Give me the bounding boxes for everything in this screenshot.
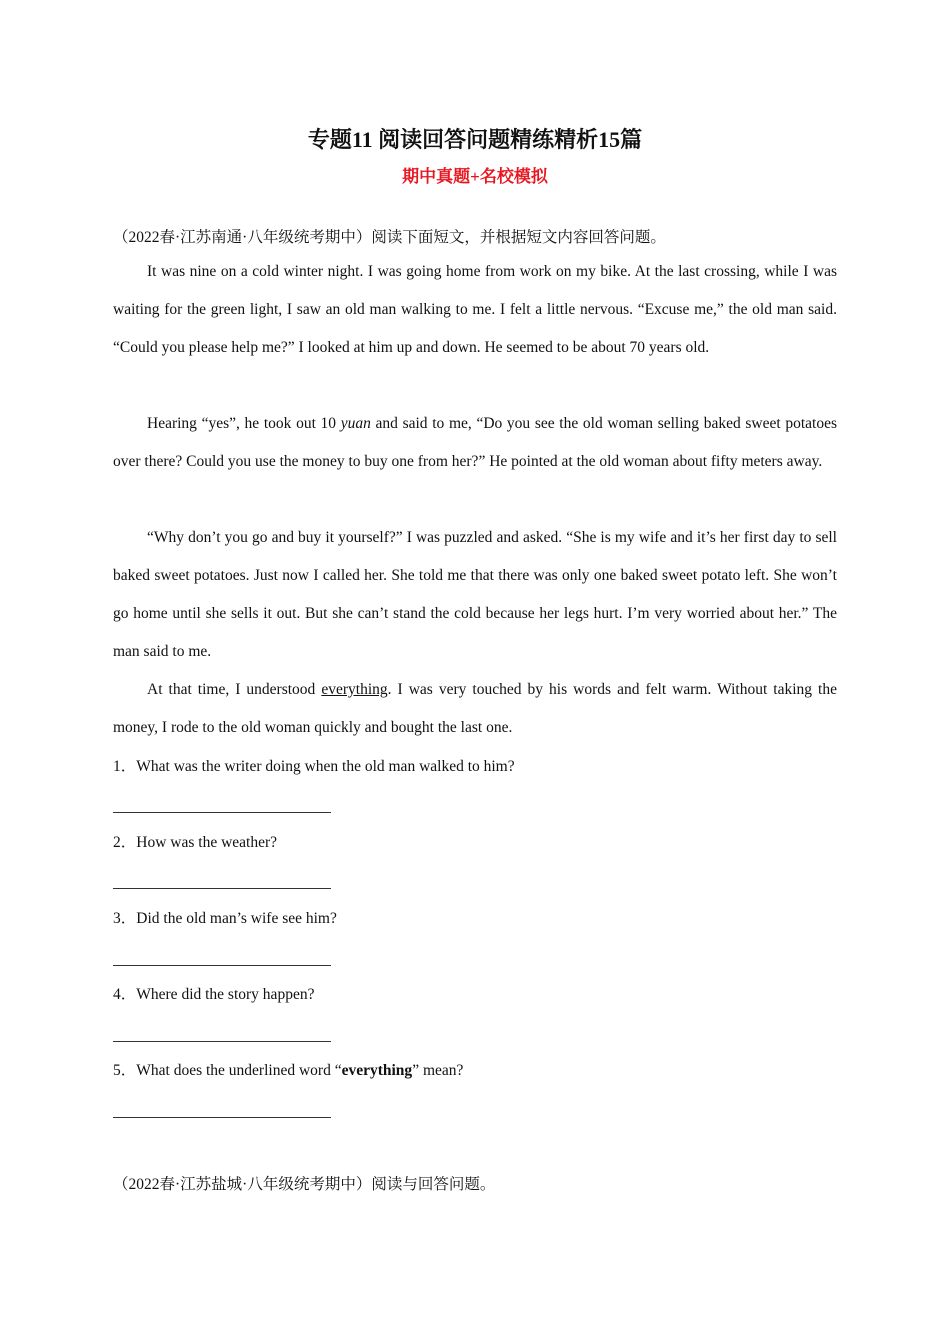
paragraph-text: . I was very touched by his words and felt warm. Without taking the money, I rode to the old woman quickly and bought the last one. bbox=[113, 681, 837, 736]
paragraph-text: At that time, I understood bbox=[147, 681, 322, 698]
question-number: 3． bbox=[113, 910, 137, 927]
section-source-2: （2022春·江苏盐城·八年级统考期中）阅读与回答问题。 bbox=[113, 1176, 496, 1193]
passage-paragraph-1: It was nine on a cold winter night. I was going home from work on my bike. At the last crossing, while I was waiting for the green light, I saw an old man walking to me. I felt a little nervous. “Excuse me,” the old man said. “Could you please help me?” I looked at him up and down. He seemed to be about 70 years old. bbox=[113, 263, 837, 356]
question-text: What was the writer doing when the old man walked to him? bbox=[136, 758, 515, 775]
question-text: Where did the story happen? bbox=[136, 986, 315, 1003]
italic-word: yuan bbox=[340, 415, 371, 432]
question-4 bbox=[113, 982, 837, 1008]
section-source: （2022春·江苏南通·八年级统考期中）阅读下面短文，并根据短文内容回答问题。 bbox=[113, 229, 666, 246]
question-number: 2． bbox=[113, 834, 137, 851]
answer-line-5[interactable] bbox=[113, 1117, 331, 1118]
question-number: 1． bbox=[113, 758, 137, 775]
question-2 bbox=[113, 830, 837, 856]
answer-line-4[interactable] bbox=[113, 1041, 331, 1042]
answer-line-1[interactable] bbox=[113, 812, 331, 813]
question-text: Did the old man’s wife see him? bbox=[136, 910, 337, 927]
answer-line-3[interactable] bbox=[113, 965, 331, 966]
bold-word: everything bbox=[341, 1062, 413, 1079]
passage-paragraph-3: “Why don’t you go and buy it yourself?” I was puzzled and asked. “She is my wife and it’s her first day to sell baked sweet potatoes. Just now I called her. She told me that there was only one baked sweet potato left. She won’t go home until she sells it out. But she can’t stand the cold because her legs hurt. I’m very worried about her.” The man said to me. bbox=[113, 529, 837, 660]
passage-paragraph-4 bbox=[113, 671, 837, 747]
page-title: 专题11 阅读回答问题精练精析15篇 bbox=[307, 127, 643, 152]
question-3 bbox=[113, 906, 837, 932]
underlined-word: everything bbox=[321, 681, 388, 698]
paragraph-text: Hearing “yes”, he took out 10 bbox=[147, 415, 341, 432]
paragraph-text: and said to me, “Do you see the old woman selling baked sweet potatoes over there? Could you use the money to buy one from her?” He pointed at the old woman about fifty meters away. bbox=[113, 415, 837, 470]
question-5 bbox=[113, 1058, 837, 1084]
question-number: 5． bbox=[113, 1062, 137, 1079]
question-text: How was the weather? bbox=[136, 834, 277, 851]
question-text: ” mean? bbox=[412, 1062, 464, 1079]
question-number: 4． bbox=[113, 986, 137, 1003]
question-1 bbox=[113, 754, 837, 780]
question-text: What does the underlined word “ bbox=[136, 1062, 342, 1079]
page-subtitle: 期中真题+名校模拟 bbox=[402, 167, 548, 186]
answer-line-2[interactable] bbox=[113, 888, 331, 889]
passage-paragraph-2 bbox=[113, 405, 837, 481]
